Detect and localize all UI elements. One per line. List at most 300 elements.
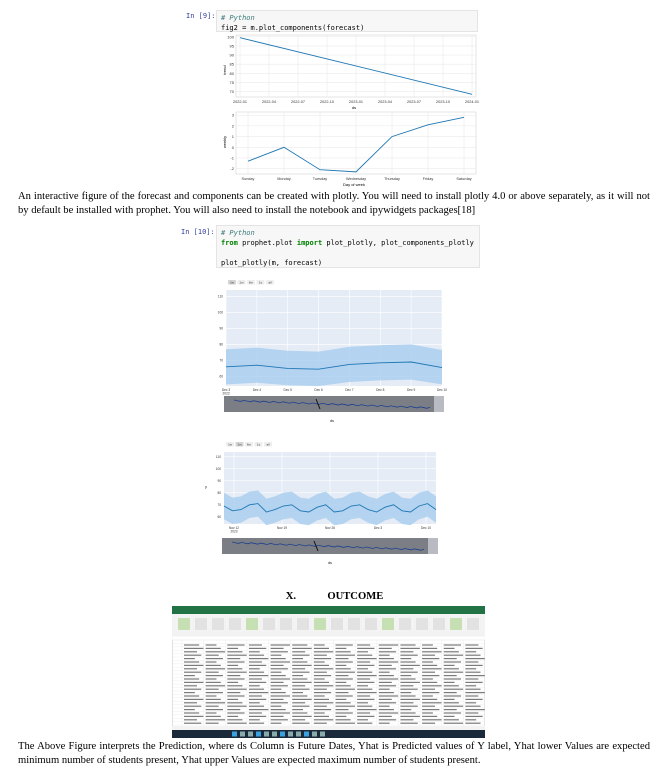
cell-value: [379, 644, 398, 645]
cell-value: [336, 695, 353, 696]
range-button-label: 6m: [248, 280, 254, 285]
cell-value: [357, 682, 374, 683]
cell-value: [249, 709, 268, 710]
taskbar: [172, 730, 485, 738]
cell-value: [227, 695, 244, 696]
range-button-label: 1m: [239, 280, 244, 285]
cell-value: [465, 655, 480, 656]
sheet-tabs: [172, 726, 485, 730]
x-tick-label: Dec 6: [314, 388, 323, 392]
cell-value: [379, 685, 396, 686]
cell-value: [292, 692, 303, 693]
x-tick-label: 2024-01: [465, 100, 479, 104]
cell-value: [271, 709, 286, 710]
cell-value: [206, 682, 221, 683]
x-tick-label: 2023: [230, 529, 238, 534]
cell-value: [357, 648, 374, 649]
cell-value: [292, 723, 309, 724]
cell-value: [292, 695, 307, 696]
cell-value: [357, 692, 376, 693]
cell-value: [422, 682, 437, 683]
y-tick-label: 110: [217, 294, 223, 299]
cell-value: [249, 655, 264, 656]
taskbar-icon: [232, 732, 237, 737]
ylabel: weekly: [222, 135, 227, 149]
xlabel: Day of week: [342, 182, 366, 187]
cell-value: [400, 655, 417, 656]
cell-value: [400, 668, 413, 669]
ribbon-group: [212, 618, 224, 630]
cell-value: [465, 678, 478, 679]
cell-value: [465, 685, 476, 686]
cell-value: [422, 689, 435, 690]
cell-value: [444, 723, 463, 724]
x-tick-label: Dec 3: [373, 526, 383, 530]
cell-value: [444, 675, 457, 676]
cell-value: [271, 682, 284, 683]
cell-value: [336, 685, 351, 686]
cell-value: [271, 716, 284, 717]
taskbar-icon: [304, 732, 309, 737]
cell-value: [422, 651, 441, 652]
cell-value: [444, 651, 459, 652]
y-tick-label: 75: [229, 79, 234, 85]
x-tick-label: 2023-07: [407, 100, 421, 104]
cell-value: [249, 678, 262, 679]
cell-value: [292, 685, 305, 686]
cell-value: [314, 689, 327, 690]
cell-value: [271, 658, 286, 659]
cell-value: [336, 668, 351, 669]
cell-value: [184, 692, 195, 693]
y-tick-label: 110: [215, 454, 221, 459]
cell-value: [184, 689, 201, 690]
cell-value: [422, 655, 435, 656]
cell-value: [336, 651, 351, 652]
cell-value: [249, 675, 268, 676]
cell-value: [379, 692, 394, 693]
cell-value: [400, 661, 415, 662]
cell-value: [184, 655, 201, 656]
cell-value: [379, 719, 396, 720]
cell-value: [465, 648, 482, 649]
cell-value: [400, 682, 419, 683]
cell-value: [357, 665, 374, 666]
y-tick-label: 70: [229, 89, 234, 95]
cell-value: [314, 706, 327, 707]
range-button-all[interactable]: [266, 280, 274, 285]
cell-value: [271, 685, 288, 686]
cell-value: [422, 665, 437, 666]
cell-value: [206, 695, 217, 696]
section-heading: [0, 591, 669, 602]
cell-value: [206, 644, 217, 645]
cell-value: [465, 661, 478, 662]
spreadsheet-screenshot: [172, 606, 485, 738]
x-tick-label: Tuesday: [312, 177, 328, 181]
cell-value: [336, 672, 355, 673]
range-button-6m[interactable]: [247, 280, 255, 285]
x-tick-label: Dec 10: [420, 526, 432, 530]
cell-value: [314, 655, 327, 656]
cell-value: [465, 675, 484, 676]
cell-value: [357, 706, 372, 707]
cell-value: [184, 665, 203, 666]
cell-value: [227, 699, 238, 700]
cell-value: [314, 644, 325, 645]
range-slider[interactable]: [224, 396, 444, 412]
cell-value: [336, 702, 351, 703]
cell-value: [465, 723, 480, 724]
range-button-label: 6m: [246, 442, 252, 447]
cell-value: [314, 675, 331, 676]
cell-value: [336, 716, 347, 717]
cell-value: [444, 699, 455, 700]
cell-value: [271, 672, 282, 673]
cell-value: [357, 702, 368, 703]
cell-value: [271, 706, 282, 707]
cell-value: [227, 706, 246, 707]
y-tick-label: 70: [219, 358, 223, 363]
cell-value: [465, 699, 482, 700]
x-tick-label: Dec 3: [221, 388, 231, 392]
y-tick-label: 90: [219, 326, 223, 331]
ribbon-group: [331, 618, 343, 630]
cell-value: [292, 716, 311, 717]
ribbon-group: [433, 618, 445, 630]
cell-value: [314, 709, 331, 710]
cell-value: [206, 702, 225, 703]
cell-value: [444, 712, 461, 713]
cell-value: [357, 695, 370, 696]
cell-value: [206, 719, 225, 720]
cell-value: [400, 658, 411, 659]
cell-value: [465, 658, 484, 659]
cell-value: [206, 685, 225, 686]
cell-value: [379, 682, 392, 683]
x-tick-label: 2022-01: [233, 100, 247, 104]
y-tick-label: 3: [231, 112, 234, 118]
cell-value: [227, 678, 244, 679]
cell-value: [184, 682, 203, 683]
cell-value: [314, 661, 325, 662]
cell-value: [206, 655, 219, 656]
cell-value: [465, 689, 480, 690]
cell-value: [357, 689, 372, 690]
cell-value: [444, 655, 463, 656]
cell-value: [227, 675, 240, 676]
plotly-forecast-chart: [212, 278, 448, 426]
cell-value: [292, 665, 311, 666]
cell-value: [379, 709, 394, 710]
cell-value: [444, 678, 461, 679]
cell-value: [249, 689, 264, 690]
y-tick-label: 90: [229, 52, 234, 58]
cell-value: [249, 702, 260, 703]
cell-value: [314, 682, 329, 683]
cell-value: [379, 668, 396, 669]
cell-value: [249, 668, 260, 669]
cell-value: [271, 661, 290, 662]
cell-value: [400, 648, 419, 649]
cell-value: [444, 661, 461, 662]
ribbon-group: [365, 618, 377, 630]
cell-value: [444, 668, 459, 669]
cell-value: [400, 692, 411, 693]
cell-value: [357, 651, 368, 652]
range-button-label: 1y: [256, 442, 261, 447]
ribbon-group: [178, 618, 190, 630]
body-paragraph: An interactive figure of the forecast and components can be created with plotly. You will need to install plotly 4.0 or above separately, as it will not by default be installed with prophet. You will also need to install the notebook and ipywidgets packages[18]: [18, 191, 650, 216]
ribbon-group: [399, 618, 411, 630]
y-tick-label: 95: [229, 43, 234, 49]
cell-value: [184, 658, 195, 659]
cell-value: [292, 651, 305, 652]
cell-value: [314, 672, 327, 673]
cell-value: [184, 706, 201, 707]
cell-value: [379, 723, 390, 724]
cell-value: [400, 702, 413, 703]
cell-value: [465, 709, 484, 710]
ribbon-group: [450, 618, 462, 630]
cell-value: [379, 655, 390, 656]
cell-value: [444, 719, 459, 720]
cell-value: [271, 692, 286, 693]
y-tick-label: 85: [229, 61, 234, 67]
cell-value: [336, 644, 353, 645]
cell-value: [249, 682, 266, 683]
y-tick-label: 90: [217, 478, 221, 483]
cell-value: [422, 644, 433, 645]
cell-value: [357, 709, 376, 710]
cell-value: [314, 668, 333, 669]
y-tick-label: 80: [219, 342, 223, 347]
cell-value: [292, 644, 307, 645]
cell-value: [465, 719, 476, 720]
cell-value: [292, 648, 311, 649]
cell-value: [357, 644, 370, 645]
cell-value: [465, 651, 476, 652]
ribbon-group: [229, 618, 241, 630]
cell-value: [357, 719, 368, 720]
cell-value: [184, 712, 199, 713]
cell-value: [465, 712, 478, 713]
cell-value: [292, 699, 311, 700]
cell-value: [379, 658, 394, 659]
cell-value: [184, 675, 195, 676]
code-comment: # Python: [221, 229, 255, 237]
cell-value: [206, 709, 223, 710]
cell-value: [422, 692, 439, 693]
cell-value: [444, 702, 459, 703]
cell-value: [336, 692, 349, 693]
cell-value: [422, 648, 437, 649]
cell-value: [314, 678, 325, 679]
code-line: from prophet.plot import plot_plotly, plot_components_plotly: [221, 239, 474, 247]
body-paragraph: The Above Figure interprets the Prediction, where ds Column is Future Dates, Yhat is Predicted values of Y label, Yhat lower Values are expected minimum number of students present, Yhat upper Values are expected maximum number of students present.: [18, 741, 650, 766]
cell-value: [422, 706, 435, 707]
range-slider-window: [434, 396, 444, 412]
cell-value: [422, 661, 433, 662]
cell-value: [314, 716, 329, 717]
cell-value: [227, 689, 246, 690]
range-button-1y[interactable]: [255, 442, 263, 447]
cell-value: [271, 675, 286, 676]
x-tick-label: 2022-07: [291, 100, 305, 104]
cell-value: [336, 658, 349, 659]
cell-value: [184, 672, 201, 673]
taskbar-icon: [288, 732, 293, 737]
cell-value: [336, 661, 353, 662]
cell-value: [206, 648, 221, 649]
taskbar-icon: [312, 732, 317, 737]
cell-value: [336, 699, 347, 700]
cell-value: [184, 644, 199, 645]
cell-value: [271, 702, 288, 703]
range-button-1w[interactable]: [226, 442, 234, 447]
taskbar-icon: [296, 732, 301, 737]
x-tick-label: 2023-01: [349, 100, 363, 104]
x-tick-label: Nov 19: [276, 526, 288, 530]
cell-value: [336, 648, 347, 649]
weekly-chart: [218, 110, 480, 188]
cell-value: [336, 689, 355, 690]
cell-value: [249, 648, 266, 649]
y-tick-label: 1: [231, 134, 234, 140]
range-slider[interactable]: [222, 538, 438, 554]
cell-value: [184, 695, 199, 696]
ribbon-group: [195, 618, 207, 630]
cell-value: [400, 695, 415, 696]
cell-value: [357, 668, 368, 669]
cell-value: [336, 678, 353, 679]
x-tick-label: 2023: [222, 391, 230, 396]
range-button-1m[interactable]: [236, 442, 244, 447]
cell-value: [357, 655, 372, 656]
cell-value: [206, 672, 219, 673]
range-button-1m[interactable]: [238, 280, 246, 285]
cell-value: [206, 678, 217, 679]
cell-value: [184, 716, 203, 717]
cell-value: [357, 661, 370, 662]
cell-value: [379, 651, 396, 652]
code-cell[interactable]: [216, 10, 478, 32]
cell-value: [336, 723, 355, 724]
cell-value: [379, 702, 396, 703]
cell-value: [379, 706, 390, 707]
cell-value: [249, 695, 262, 696]
code-line: fig2 = m.plot_components(forecast): [221, 24, 365, 32]
cell-value: [227, 648, 238, 649]
xlabel: ds: [330, 419, 334, 423]
x-tick-label: Dec 8: [376, 388, 385, 392]
taskbar-icon: [272, 732, 277, 737]
cell-value: [400, 644, 415, 645]
x-tick-label: 2023-10: [436, 100, 450, 104]
y-tick-label: 60: [219, 374, 223, 379]
cell-value: [357, 658, 376, 659]
cell-value: [271, 668, 288, 669]
cell-value: [444, 665, 455, 666]
cell-value: [314, 702, 333, 703]
cell-value: [292, 706, 309, 707]
cell-value: [292, 709, 303, 710]
range-button-1w[interactable]: [228, 280, 236, 285]
cell-value: [271, 719, 288, 720]
x-tick-label: 2022-04: [262, 100, 276, 104]
cell-value: [400, 689, 417, 690]
cell-value: [227, 692, 240, 693]
cell-value: [444, 692, 457, 693]
ribbon-group: [297, 618, 309, 630]
cell-value: [422, 699, 437, 700]
cell-value: [292, 719, 305, 720]
cell-value: [292, 668, 305, 669]
x-tick-label: Dec 10: [436, 388, 448, 392]
cell-value: [249, 672, 264, 673]
cell-value: [206, 675, 223, 676]
cell-value: [184, 685, 197, 686]
taskbar-icon: [280, 732, 285, 737]
trend-chart: [218, 32, 480, 112]
cell-value: [206, 665, 221, 666]
range-button-label: 1w: [230, 280, 234, 285]
cell-value: [444, 689, 463, 690]
cell-value: [444, 682, 455, 683]
cell-value: [379, 678, 398, 679]
cell-value: [206, 651, 225, 652]
cell-value: [271, 655, 282, 656]
y-tick-label: 0: [231, 144, 234, 150]
x-tick-label: Nov 26: [324, 526, 336, 530]
y-tick-label: 100: [217, 310, 223, 315]
x-tick-label: Friday: [422, 177, 434, 181]
cell-value: [314, 692, 331, 693]
x-tick-label: Sunday: [241, 177, 255, 181]
cell-value: [271, 689, 282, 690]
cell-value: [379, 675, 394, 676]
cell-value: [292, 655, 309, 656]
cell-value: [422, 675, 439, 676]
cell-value: [357, 723, 372, 724]
cell-value: [379, 716, 392, 717]
cell-value: [227, 655, 246, 656]
cell-value: [227, 716, 238, 717]
cell-value: [379, 665, 392, 666]
range-button-all[interactable]: [264, 442, 272, 447]
cell-value: [227, 702, 242, 703]
cell-value: [184, 651, 197, 652]
x-tick-label: Monday: [277, 177, 291, 181]
range-button-1y[interactable]: [257, 280, 265, 285]
cell-value: [184, 668, 197, 669]
cell-value: [249, 685, 260, 686]
code-cell[interactable]: [216, 225, 480, 268]
cell-value: [314, 719, 333, 720]
ribbon-group: [416, 618, 428, 630]
range-slider-window: [428, 538, 438, 554]
range-button-6m[interactable]: [245, 442, 253, 447]
cell-value: [444, 672, 463, 673]
cell-value: [465, 668, 476, 669]
taskbar-icon: [264, 732, 269, 737]
y-tick-label: -1: [230, 155, 234, 161]
cell-value: [292, 658, 303, 659]
cell-value: [400, 723, 417, 724]
cell-value: [465, 644, 478, 645]
y-tick-label: 60: [217, 514, 221, 519]
range-button-label: 1y: [258, 280, 263, 285]
